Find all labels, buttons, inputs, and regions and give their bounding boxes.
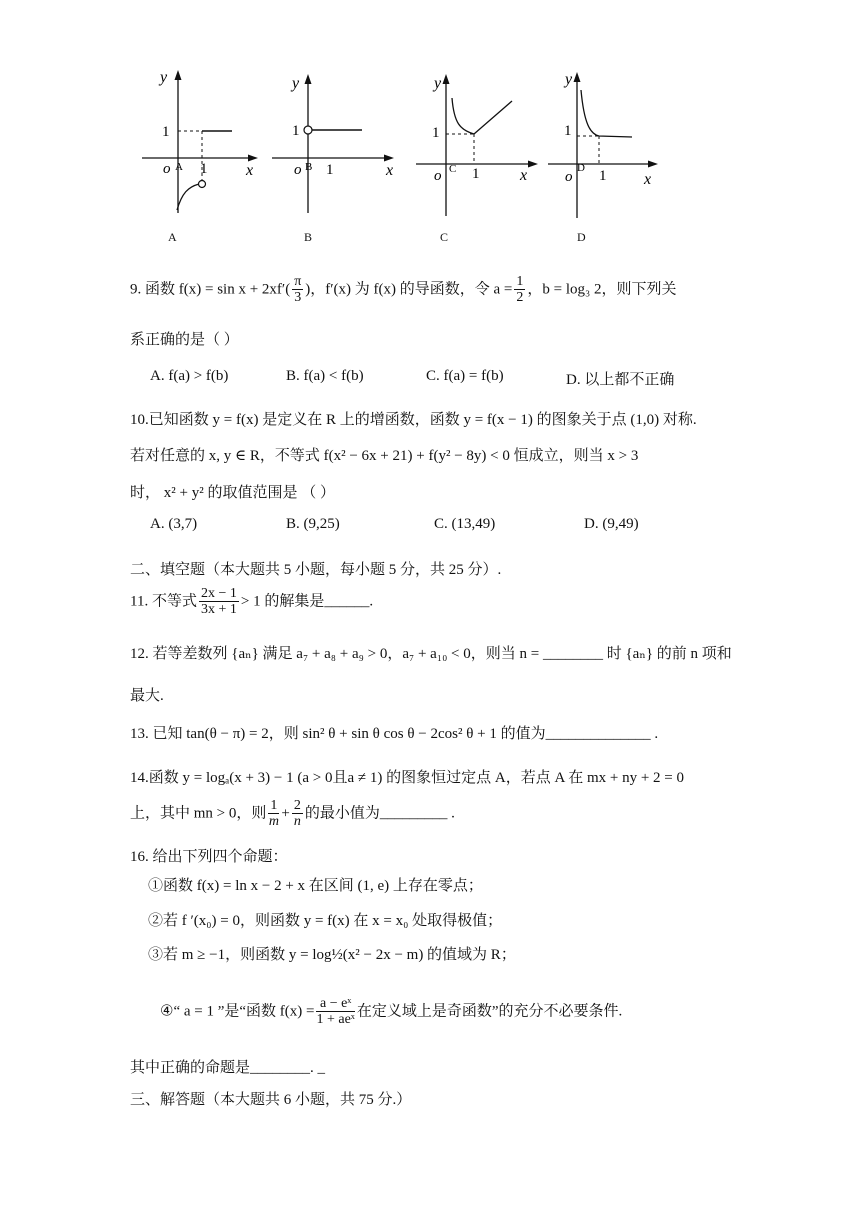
x-axis-label: x — [246, 162, 254, 179]
q11-fraction: $\frac{2x - 1}{3x + 1}$ — [200, 586, 237, 618]
q9-line2: 系正确的是（ ） — [130, 332, 239, 348]
q9-text-prefix: 9. 函数 f(x) = sin x + 2xf′ — [130, 281, 286, 298]
y-axis-label: y — [160, 69, 168, 86]
q14-line2 — [130, 798, 455, 830]
corner-label: B — [305, 161, 313, 173]
q12-line1: 12. 若等差数列 {aₙ} 满足 a₇ + a₈ + a₉ > 0，a₇ + a₁₀ < 0，则当 n = ________ 时 {aₙ} 的前 n 项和 — [130, 646, 732, 662]
x-axis-label: x — [386, 162, 394, 179]
q10-line3: 时， x² + y² 的取值范围是 （ ） — [130, 485, 335, 501]
graph-b-caption: B — [304, 230, 313, 244]
q16-proposition-4 — [160, 996, 622, 1028]
q16-proposition-1: ①函数 f(x) = ln x − 2 + x 在区间 (1, e) 上存在零点； — [148, 878, 483, 894]
q9-one-half: $\frac{1}{2}$ — [516, 274, 524, 306]
one-x-label: 1 — [599, 168, 607, 184]
x-axis-label: x — [644, 171, 652, 188]
graph-d-caption: D — [577, 230, 586, 244]
one-y-label: 1 — [162, 124, 170, 140]
section-2-heading: 二、填空题（本大题共 5 小题，每小题 5 分，共 25 分）. — [130, 562, 502, 578]
q10-line1: 10.已知函数 y = f(x) 是定义在 R 上的增函数，函数 y = f(x − 1) 的图象关于点 (1,0) 对称. — [130, 412, 697, 428]
q12-line2: 最大. — [130, 688, 164, 704]
q9-option-c: C. f(a) = f(b) — [426, 368, 504, 384]
one-x-label: 1 — [326, 162, 334, 178]
q16-p4-suffix: 在定义域上是奇函数”的充分不必要条件. — [356, 1003, 623, 1020]
q9-option-d: D. 以上都不正确 — [566, 372, 675, 388]
q11-prefix: 11. 不等式 — [130, 593, 197, 610]
q11-suffix: > 1 的解集是______. — [240, 593, 374, 610]
q14-plus: + — [281, 805, 290, 822]
one-y-label: 1 — [432, 125, 440, 141]
origin-label: o — [565, 169, 573, 185]
q10-option-b: B. (9,25) — [286, 516, 340, 532]
q10-line2: 若对任意的 x, y ∈ R，不等式 f(x² − 6x + 21) + f(y² − 8y) < 0 恒成立，则当 x > 3 — [130, 448, 639, 464]
graph-a-caption: A — [168, 230, 177, 244]
q16-answer-line: 其中正确的命题是________. _ — [130, 1060, 326, 1076]
q14-fraction-2-n: $\frac{2}{n}$ — [293, 798, 301, 830]
q14-fraction-1-m: $\frac{1}{m}$ — [268, 798, 279, 830]
q9-text-mid: ，f′(x) 为 f(x) 的导函数，令 a = — [310, 281, 513, 298]
q16-p4-fraction: $\frac{\text{a − eˣ}}{\text{1 + aeˣ}}$ — [316, 996, 355, 1028]
graph-d — [544, 68, 679, 218]
y-axis-label: y — [565, 71, 573, 88]
q9-option-a: A. f(a) > f(b) — [150, 368, 229, 384]
graph-a — [130, 68, 265, 218]
q10-option-d: D. (9,49) — [584, 516, 639, 532]
y-axis-label: y — [292, 75, 300, 92]
q13-line: 13. 已知 tan(θ − π) = 2，则 sin² θ + sin θ cos θ − 2cos² θ + 1 的值为______________ . — [130, 726, 659, 742]
q16-proposition-2: ②若 f ′(x₀) = 0，则函数 y = f(x) 在 x = x₀ 处取得极值； — [148, 913, 503, 929]
graph-b — [268, 68, 403, 218]
one-y-label: 1 — [564, 123, 572, 139]
corner-label: D — [577, 162, 585, 174]
y-axis-label: y — [434, 75, 442, 92]
one-y-label: 1 — [292, 123, 300, 139]
q16-heading: 16. 给出下列四个命题： — [130, 849, 288, 865]
q9-text-suffix: ，b = log₃ 2，则下列关 — [527, 281, 677, 298]
one-x-label: 1 — [472, 166, 480, 182]
corner-label: C — [449, 163, 457, 175]
x-axis-label: x — [520, 167, 528, 184]
q16-p4-prefix: ④“ a = 1 ”是“函数 f(x) = — [160, 1003, 315, 1020]
one-x-label: 1 — [200, 161, 208, 177]
q10-option-c: C. (13,49) — [434, 516, 496, 532]
q9-pi-over-3: $\frac{\pi}{3}$ — [294, 274, 302, 306]
origin-label: o — [434, 168, 442, 184]
q9-option-b: B. f(a) < f(b) — [286, 368, 364, 384]
graph-c — [412, 68, 547, 218]
q10-option-a: A. (3,7) — [150, 516, 198, 532]
q14-line1: 14.函数 y = logₐ(x + 3) − 1 (a > 0且a ≠ 1) 的图象恒过定点 A，若点 A 在 mx + ny + 2 = 0 — [130, 770, 685, 786]
origin-label: o — [294, 162, 302, 178]
section-3-heading: 三、解答题（本大题共 6 小题，共 75 分.） — [130, 1092, 412, 1108]
q16-proposition-3: ③若 m ≥ −1，则函数 y = log½(x² − 2x − m) 的值域为 R； — [148, 947, 516, 963]
origin-label: o — [163, 161, 171, 177]
q9-line1: 9. 函数 f(x) = sin x + 2xf′( $\frac{\pi}{3}$ )，f′(x) 为 f(x) 的导函数，令 a = $\frac{1}{2}$ ，b = log₃ 2，则下列关 — [130, 274, 677, 306]
graph-c-caption: C — [440, 230, 449, 244]
q11-line — [130, 586, 373, 618]
q14-suffix: 的最小值为_________ . — [304, 805, 455, 822]
q14-prefix: 上，其中 mn > 0，则 — [130, 805, 267, 822]
corner-label: A — [175, 161, 183, 173]
